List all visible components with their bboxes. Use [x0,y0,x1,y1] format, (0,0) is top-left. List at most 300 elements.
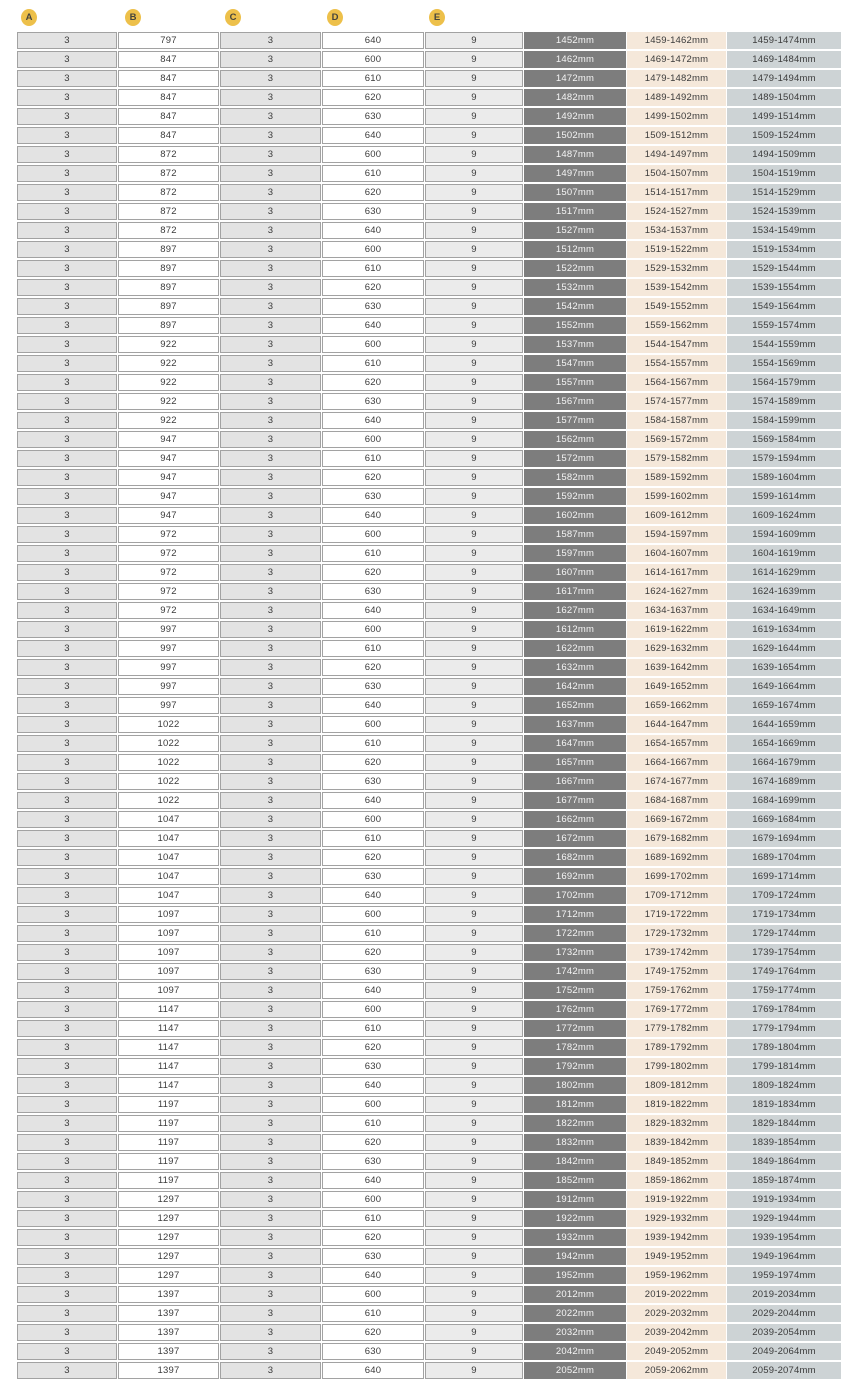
cell-col-a: 3 [17,127,117,144]
table-row [17,868,841,885]
table-row [17,849,841,866]
cell-col-a: 3 [17,1248,117,1265]
cell-col-b: 922 [118,336,219,353]
cell-dim-range-short: 1939-1942mm [627,1229,726,1246]
cell-col-d: 610 [322,1305,424,1322]
cell-dim-range-short: 1684-1687mm [627,792,726,809]
cell-dim-primary: 1642mm [524,678,626,695]
cell-dim-primary: 2042mm [524,1343,626,1360]
cell-col-a: 3 [17,412,117,429]
cell-col-b: 947 [118,469,219,486]
cell-col-d: 640 [322,1267,424,1284]
cell-dim-range-long: 1719-1734mm [727,906,841,923]
table-row [17,70,841,87]
cell-dim-range-short: 1809-1812mm [627,1077,726,1094]
cell-col-d: 620 [322,374,424,391]
cell-col-e: 9 [425,431,523,448]
cell-dim-range-short: 1579-1582mm [627,450,726,467]
table-row [17,773,841,790]
cell-col-b: 1197 [118,1172,219,1189]
cell-dim-primary: 1497mm [524,165,626,182]
cell-col-d: 630 [322,1153,424,1170]
cell-col-c: 3 [220,1362,321,1379]
cell-col-d: 600 [322,1191,424,1208]
cell-dim-range-long: 1759-1774mm [727,982,841,999]
cell-col-b: 1147 [118,1039,219,1056]
cell-col-b: 1047 [118,849,219,866]
table-row [17,127,841,144]
table-row [17,317,841,334]
cell-col-b: 997 [118,640,219,657]
cell-col-e: 9 [425,944,523,961]
cell-col-e: 9 [425,982,523,999]
cell-col-a: 3 [17,1324,117,1341]
cell-dim-range-short: 1769-1772mm [627,1001,726,1018]
cell-col-d: 600 [322,51,424,68]
column-badge-c: C [225,9,241,26]
cell-col-c: 3 [220,735,321,752]
table-row [17,1039,841,1056]
cell-col-a: 3 [17,260,117,277]
cell-col-c: 3 [220,1229,321,1246]
cell-dim-range-long: 1589-1604mm [727,469,841,486]
cell-col-c: 3 [220,659,321,676]
cell-col-a: 3 [17,602,117,619]
cell-col-b: 897 [118,279,219,296]
cell-col-d: 640 [322,127,424,144]
cell-dim-primary: 1637mm [524,716,626,733]
cell-col-c: 3 [220,203,321,220]
cell-col-e: 9 [425,1058,523,1075]
cell-dim-range-short: 1574-1577mm [627,393,726,410]
cell-dim-primary: 1667mm [524,773,626,790]
cell-dim-range-short: 1549-1552mm [627,298,726,315]
cell-col-e: 9 [425,792,523,809]
cell-col-a: 3 [17,697,117,714]
cell-col-d: 610 [322,735,424,752]
cell-col-a: 3 [17,735,117,752]
cell-col-e: 9 [425,203,523,220]
cell-col-c: 3 [220,1286,321,1303]
cell-col-b: 847 [118,127,219,144]
cell-dim-range-short: 1609-1612mm [627,507,726,524]
cell-col-e: 9 [425,279,523,296]
cell-col-d: 610 [322,830,424,847]
column-badge-b: B [125,9,141,26]
cell-dim-range-long: 1829-1844mm [727,1115,841,1132]
cell-col-b: 1047 [118,830,219,847]
table-row [17,811,841,828]
cell-col-a: 3 [17,963,117,980]
table-row [17,241,841,258]
cell-col-c: 3 [220,792,321,809]
cell-dim-range-short: 1499-1502mm [627,108,726,125]
cell-col-d: 640 [322,317,424,334]
cell-dim-range-long: 1569-1584mm [727,431,841,448]
cell-dim-primary: 1932mm [524,1229,626,1246]
cell-col-e: 9 [425,32,523,49]
cell-dim-range-short: 1459-1462mm [627,32,726,49]
cell-col-a: 3 [17,1058,117,1075]
cell-col-b: 1147 [118,1020,219,1037]
cell-dim-range-long: 1919-1934mm [727,1191,841,1208]
cell-col-a: 3 [17,1229,117,1246]
cell-col-a: 3 [17,564,117,581]
cell-dim-range-long: 1669-1684mm [727,811,841,828]
cell-col-e: 9 [425,1153,523,1170]
cell-col-a: 3 [17,108,117,125]
cell-dim-primary: 1597mm [524,545,626,562]
cell-col-c: 3 [220,222,321,239]
cell-col-b: 972 [118,602,219,619]
cell-col-c: 3 [220,184,321,201]
cell-col-b: 1197 [118,1134,219,1151]
cell-dim-primary: 1742mm [524,963,626,980]
cell-col-e: 9 [425,507,523,524]
cell-col-d: 620 [322,1229,424,1246]
cell-col-e: 9 [425,773,523,790]
cell-dim-range-short: 1759-1762mm [627,982,726,999]
cell-dim-range-short: 1829-1832mm [627,1115,726,1132]
cell-col-b: 947 [118,488,219,505]
cell-dim-primary: 1607mm [524,564,626,581]
cell-col-e: 9 [425,336,523,353]
cell-col-d: 640 [322,507,424,524]
cell-col-d: 600 [322,146,424,163]
cell-dim-range-short: 1739-1742mm [627,944,726,961]
cell-col-e: 9 [425,811,523,828]
cell-col-a: 3 [17,146,117,163]
cell-col-c: 3 [220,260,321,277]
cell-col-a: 3 [17,678,117,695]
cell-dim-primary: 1487mm [524,146,626,163]
cell-col-c: 3 [220,1191,321,1208]
table-row [17,1324,841,1341]
cell-dim-range-short: 1919-1922mm [627,1191,726,1208]
cell-dim-range-short: 1949-1952mm [627,1248,726,1265]
cell-dim-primary: 1582mm [524,469,626,486]
cell-col-e: 9 [425,241,523,258]
table-row [17,963,841,980]
cell-dim-range-long: 2029-2044mm [727,1305,841,1322]
cell-col-a: 3 [17,716,117,733]
cell-dim-primary: 1507mm [524,184,626,201]
cell-col-d: 640 [322,412,424,429]
table-row [17,564,841,581]
cell-col-d: 640 [322,792,424,809]
cell-dim-primary: 1537mm [524,336,626,353]
cell-col-c: 3 [220,51,321,68]
cell-col-a: 3 [17,925,117,942]
cell-dim-primary: 1482mm [524,89,626,106]
cell-col-d: 630 [322,1058,424,1075]
cell-dim-primary: 1572mm [524,450,626,467]
cell-dim-range-long: 1839-1854mm [727,1134,841,1151]
cell-col-c: 3 [220,1115,321,1132]
cell-dim-range-long: 1929-1944mm [727,1210,841,1227]
cell-col-a: 3 [17,526,117,543]
cell-dim-primary: 1547mm [524,355,626,372]
cell-col-b: 1022 [118,773,219,790]
cell-dim-primary: 1662mm [524,811,626,828]
cell-dim-primary: 1532mm [524,279,626,296]
table-row [17,412,841,429]
cell-col-a: 3 [17,165,117,182]
table-row [17,203,841,220]
cell-col-c: 3 [220,1210,321,1227]
cell-col-e: 9 [425,1362,523,1379]
cell-col-e: 9 [425,317,523,334]
table-row [17,450,841,467]
cell-dim-range-long: 1959-1974mm [727,1267,841,1284]
cell-col-e: 9 [425,678,523,695]
cell-col-e: 9 [425,925,523,942]
cell-col-d: 640 [322,1077,424,1094]
cell-col-a: 3 [17,1153,117,1170]
cell-col-c: 3 [220,1096,321,1113]
cell-col-a: 3 [17,1096,117,1113]
cell-col-a: 3 [17,431,117,448]
cell-dim-primary: 1782mm [524,1039,626,1056]
cell-dim-range-long: 1499-1514mm [727,108,841,125]
cell-dim-primary: 1692mm [524,868,626,885]
cell-col-b: 997 [118,678,219,695]
cell-dim-range-long: 1489-1504mm [727,89,841,106]
cell-col-e: 9 [425,564,523,581]
cell-dim-range-short: 1589-1592mm [627,469,726,486]
cell-col-d: 640 [322,697,424,714]
cell-dim-range-short: 1859-1862mm [627,1172,726,1189]
cell-col-a: 3 [17,336,117,353]
table-row [17,469,841,486]
table-row [17,1362,841,1379]
cell-col-a: 3 [17,1267,117,1284]
cell-col-a: 3 [17,621,117,638]
cell-dim-range-long: 1859-1874mm [727,1172,841,1189]
cell-col-e: 9 [425,393,523,410]
cell-col-e: 9 [425,583,523,600]
cell-col-c: 3 [220,1324,321,1341]
cell-dim-range-long: 1524-1539mm [727,203,841,220]
cell-col-d: 630 [322,963,424,980]
cell-col-e: 9 [425,1343,523,1360]
table-row [17,507,841,524]
table-row [17,830,841,847]
cell-dim-range-long: 1619-1634mm [727,621,841,638]
cell-dim-primary: 2032mm [524,1324,626,1341]
cell-col-e: 9 [425,469,523,486]
cell-col-a: 3 [17,640,117,657]
cell-dim-range-long: 1769-1784mm [727,1001,841,1018]
cell-col-a: 3 [17,241,117,258]
cell-col-a: 3 [17,849,117,866]
table-row [17,526,841,543]
cell-col-d: 600 [322,1286,424,1303]
table-row [17,602,841,619]
cell-dim-range-short: 1709-1712mm [627,887,726,904]
cell-dim-range-long: 1799-1814mm [727,1058,841,1075]
cell-col-e: 9 [425,1039,523,1056]
table-row [17,1267,841,1284]
cell-col-d: 630 [322,583,424,600]
cell-col-d: 620 [322,564,424,581]
cell-dim-primary: 1602mm [524,507,626,524]
cell-col-e: 9 [425,165,523,182]
table-row [17,887,841,904]
table-row [17,1191,841,1208]
cell-col-e: 9 [425,488,523,505]
table-row [17,640,841,657]
cell-col-d: 640 [322,982,424,999]
cell-col-b: 1397 [118,1305,219,1322]
cell-dim-range-long: 1699-1714mm [727,868,841,885]
cell-col-a: 3 [17,51,117,68]
cell-col-c: 3 [220,279,321,296]
column-badge-d: D [327,9,343,26]
cell-col-e: 9 [425,70,523,87]
table-row [17,89,841,106]
cell-col-e: 9 [425,260,523,277]
cell-col-d: 630 [322,393,424,410]
cell-col-e: 9 [425,1020,523,1037]
cell-col-c: 3 [220,1305,321,1322]
cell-col-b: 1197 [118,1096,219,1113]
cell-dim-range-short: 1509-1512mm [627,127,726,144]
cell-dim-primary: 1557mm [524,374,626,391]
cell-dim-range-long: 1709-1724mm [727,887,841,904]
cell-dim-range-long: 1469-1484mm [727,51,841,68]
cell-dim-primary: 1842mm [524,1153,626,1170]
cell-dim-range-short: 1699-1702mm [627,868,726,885]
table-row [17,393,841,410]
cell-col-b: 1147 [118,1001,219,1018]
cell-col-c: 3 [220,1134,321,1151]
cell-dim-primary: 1912mm [524,1191,626,1208]
cell-dim-range-short: 1469-1472mm [627,51,726,68]
cell-dim-primary: 1822mm [524,1115,626,1132]
cell-col-b: 1047 [118,868,219,885]
cell-dim-range-long: 1809-1824mm [727,1077,841,1094]
cell-col-a: 3 [17,184,117,201]
cell-col-b: 1297 [118,1191,219,1208]
cell-col-d: 630 [322,1248,424,1265]
cell-col-a: 3 [17,773,117,790]
cell-col-c: 3 [220,374,321,391]
cell-col-e: 9 [425,1305,523,1322]
cell-dim-range-short: 1749-1752mm [627,963,726,980]
cell-col-b: 872 [118,222,219,239]
cell-col-b: 847 [118,108,219,125]
cell-col-e: 9 [425,127,523,144]
cell-dim-primary: 1627mm [524,602,626,619]
cell-dim-range-short: 1559-1562mm [627,317,726,334]
cell-dim-range-short: 1534-1537mm [627,222,726,239]
cell-dim-range-short: 1554-1557mm [627,355,726,372]
cell-col-b: 1097 [118,906,219,923]
cell-dim-range-long: 1684-1699mm [727,792,841,809]
cell-col-c: 3 [220,1077,321,1094]
cell-col-c: 3 [220,925,321,942]
cell-col-a: 3 [17,488,117,505]
cell-col-d: 630 [322,868,424,885]
cell-col-c: 3 [220,336,321,353]
cell-col-d: 630 [322,108,424,125]
cell-col-e: 9 [425,412,523,429]
cell-col-e: 9 [425,602,523,619]
cell-col-d: 630 [322,773,424,790]
table-row [17,678,841,695]
cell-col-e: 9 [425,222,523,239]
cell-col-d: 610 [322,355,424,372]
cell-col-e: 9 [425,1134,523,1151]
cell-col-a: 3 [17,830,117,847]
cell-col-a: 3 [17,868,117,885]
cell-col-b: 847 [118,89,219,106]
cell-col-a: 3 [17,1210,117,1227]
cell-col-a: 3 [17,1343,117,1360]
cell-dim-range-long: 1479-1494mm [727,70,841,87]
cell-dim-range-short: 1674-1677mm [627,773,726,790]
cell-dim-range-short: 1539-1542mm [627,279,726,296]
table-row [17,1286,841,1303]
cell-col-a: 3 [17,32,117,49]
cell-col-a: 3 [17,1115,117,1132]
cell-col-c: 3 [220,963,321,980]
cell-dim-range-short: 2049-2052mm [627,1343,726,1360]
cell-col-c: 3 [220,830,321,847]
cell-dim-range-long: 1529-1544mm [727,260,841,277]
cell-col-d: 620 [322,1039,424,1056]
cell-dim-range-short: 1819-1822mm [627,1096,726,1113]
table-row [17,222,841,239]
cell-dim-range-short: 1569-1572mm [627,431,726,448]
table-row [17,1001,841,1018]
cell-dim-range-short: 1959-1962mm [627,1267,726,1284]
table-row [17,1058,841,1075]
cell-dim-primary: 1517mm [524,203,626,220]
table-row [17,754,841,771]
cell-col-e: 9 [425,450,523,467]
cell-dim-range-long: 1614-1629mm [727,564,841,581]
cell-col-a: 3 [17,507,117,524]
table-row [17,1096,841,1113]
cell-col-b: 972 [118,564,219,581]
cell-col-b: 1097 [118,925,219,942]
cell-dim-primary: 1472mm [524,70,626,87]
cell-col-e: 9 [425,1286,523,1303]
cell-col-b: 872 [118,146,219,163]
cell-dim-primary: 1492mm [524,108,626,125]
cell-col-a: 3 [17,70,117,87]
cell-dim-range-short: 1489-1492mm [627,89,726,106]
cell-dim-range-short: 1779-1782mm [627,1020,726,1037]
cell-col-a: 3 [17,298,117,315]
cell-col-e: 9 [425,640,523,657]
cell-dim-primary: 1622mm [524,640,626,657]
cell-col-b: 922 [118,374,219,391]
cell-col-c: 3 [220,716,321,733]
cell-dim-range-long: 1644-1659mm [727,716,841,733]
cell-col-b: 1047 [118,887,219,904]
cell-col-c: 3 [220,678,321,695]
cell-dim-range-long: 1939-1954mm [727,1229,841,1246]
cell-col-c: 3 [220,1343,321,1360]
cell-col-b: 872 [118,203,219,220]
cell-col-d: 640 [322,1362,424,1379]
cell-col-a: 3 [17,982,117,999]
cell-col-a: 3 [17,279,117,296]
table-row [17,51,841,68]
